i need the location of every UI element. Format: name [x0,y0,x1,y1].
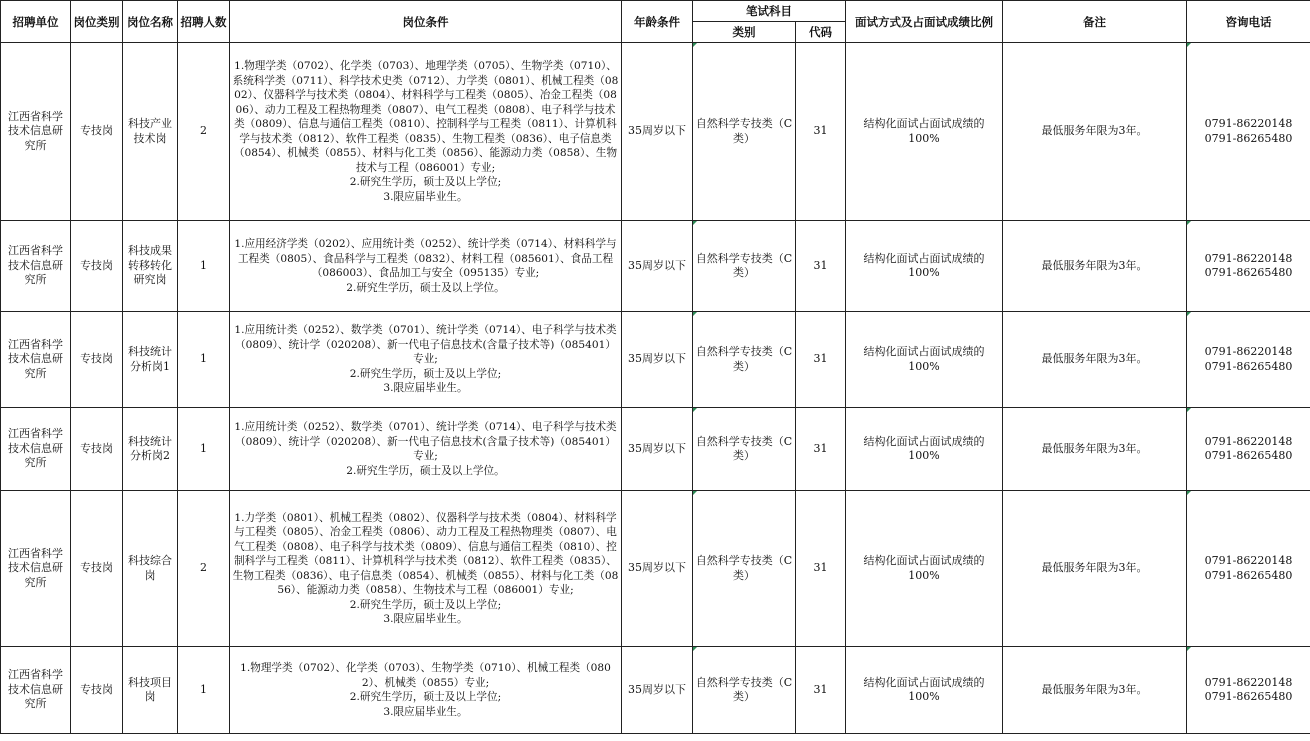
exam-type-cell: 自然科学专技类（C类） [693,491,796,647]
remark-cell: 最低服务年限为3年。 [1003,312,1187,408]
exam-code-cell: 31 [796,312,846,408]
interview-cell: 结构化面试占面试成绩的100% [846,647,1003,734]
category-cell: 专技岗 [71,43,123,221]
remark-cell: 最低服务年限为3年。 [1003,491,1187,647]
phone-number: 0791-86220148 [1204,675,1293,689]
condition-line: 1.应用统计类（0252）、数学类（0701）、统计学类（0714）、电子科学与技术类（0809）、统计学（020208）、新一代电子信息技术(含量子技术等)（085401）专业; [234,421,617,462]
condition-line: 3.限应届毕业生。 [383,190,468,203]
interview-cell: 结构化面试占面试成绩的100% [846,408,1003,491]
condition-line: 2.研究生学历，硕士及以上学位; [349,598,502,611]
position-name-cell: 科技综合岗 [123,491,178,647]
phone-cell [1187,491,1310,647]
unit-cell: 江西省科学技术信息研究所 [1,312,71,408]
position-name-cell: 科技产业技术岗 [123,43,178,221]
phone-number: 0791-86265480 [1204,690,1293,703]
unit-cell: 江西省科学技术信息研究所 [1,221,71,312]
exam-type-cell: 自然科学专技类（C类） [693,312,796,408]
remark-cell: 最低服务年限为3年。 [1003,221,1187,312]
table-row [1,491,1310,647]
position-name-cell: 科技统计分析岗2 [123,408,178,491]
exam-code-cell: 31 [796,647,846,734]
remark-cell: 最低服务年限为3年。 [1003,647,1187,734]
interview-cell: 结构化面试占面试成绩的100% [846,221,1003,312]
table-row [1,221,1310,312]
header-exam: 笔试科目 [693,1,846,22]
table-row [1,43,1310,221]
condition-line: 1.物理学类（0702）、化学类（0703）、生物学类（0710）、机械工程类（0802）、机械类（0855）专业; [240,662,611,689]
phone-number: 0791-86265480 [1204,359,1293,373]
phone-number: 0791-86265480 [1204,266,1293,279]
condition-line: 3.限应届毕业生。 [383,705,468,718]
phone-number: 0791-86265480 [1204,131,1293,145]
phone-number: 0791-86220148 [1204,554,1293,567]
condition-line: 2.研究生学历，硕士及以上学位。 [346,281,505,294]
exam-type-cell: 自然科学专技类（C类） [693,408,796,491]
exam-code-cell: 31 [796,491,846,647]
header-name: 岗位名称 [123,1,178,43]
header-category: 岗位类别 [71,1,123,43]
exam-type-cell: 自然科学专技类（C类） [693,221,796,312]
phone-number: 0791-86220148 [1204,345,1293,358]
table-row [1,312,1310,408]
count-cell: 1 [178,312,230,408]
unit-cell: 江西省科学技术信息研究所 [1,43,71,221]
unit-cell: 江西省科学技术信息研究所 [1,647,71,734]
phone-number: 0791-86265480 [1204,568,1293,582]
category-cell: 专技岗 [71,221,123,312]
table-row [1,647,1310,734]
conditions-cell [230,312,622,408]
category-cell: 专技岗 [71,312,123,408]
count-cell: 1 [178,408,230,491]
unit-cell: 江西省科学技术信息研究所 [1,491,71,647]
interview-cell: 结构化面试占面试成绩的100% [846,312,1003,408]
condition-line: 3.限应届毕业生。 [383,382,468,395]
age-cell: 35周岁以下 [622,43,693,221]
phone-cell [1187,647,1310,734]
phone-cell [1187,43,1310,221]
conditions-cell [230,647,622,734]
exam-type-cell: 自然科学专技类（C类） [693,647,796,734]
table-header [1,1,1310,43]
count-cell: 2 [178,43,230,221]
age-cell: 35周岁以下 [622,312,693,408]
interview-cell: 结构化面试占面试成绩的100% [846,43,1003,221]
condition-line: 2.研究生学历，硕士及以上学位; [349,176,502,188]
exam-code-cell: 31 [796,408,846,491]
condition-line: 1.物理学类（0702）、化学类（0703）、地理学类（0705）、生物学类（0710）、系统科学类（0711）、科学技术史类（0712）、力学类（0801）、机械工程类（0802）、仪器科学与技术类（0804）、材料科学与工程类（0805）、冶金工程类（0806）、动力工程及工程热物理类（0807）、电气工程类（0808）、电子科学与技术类（0809）、信息与通信工程类（0810）、控制科学与工程类（0811）、计算机科学与技术类（0812）、软件工程类（0835）、生物工程类（0836）、电子信息类（0854）、机械类（0855）、材料与化工类（0856）、能源动力类（0858）、生物技术与工程（086001）专业; [232,60,619,174]
position-name-cell: 科技统计分析岗1 [123,312,178,408]
table-body [1,43,1310,734]
header-age: 年龄条件 [622,1,693,43]
table-row [1,408,1310,491]
header-exam-type: 类别 [693,22,796,43]
position-name-cell: 科技项目岗 [123,647,178,734]
remark-cell: 最低服务年限为3年。 [1003,43,1187,221]
age-cell: 35周岁以下 [622,647,693,734]
category-cell: 专技岗 [71,408,123,491]
header-interview: 面试方式及占面试成绩比例 [846,1,1003,43]
header-exam-code: 代码 [796,22,846,43]
phone-cell [1187,312,1310,408]
remark-cell: 最低服务年限为3年。 [1003,408,1187,491]
condition-line: 1.应用经济学类（0202）、应用统计类（0252）、统计学类（0714）、材料科学与工程类（0805）、食品科学与工程类（0832）、材料工程（085601）、食品工程（086003）、食品加工与安全（095135）专业; [234,238,617,279]
position-name-cell: 科技成果转移转化研究岗 [123,221,178,312]
age-cell: 35周岁以下 [622,221,693,312]
conditions-cell [230,491,622,647]
count-cell: 1 [178,647,230,734]
condition-line: 1.应用统计类（0252）、数学类（0701）、统计学类（0714）、电子科学与技术类（0809）、统计学（020208）、新一代电子信息技术(含量子技术等)（085401）专业; [234,324,617,366]
header-phone: 咨询电话 [1187,1,1310,43]
category-cell: 专技岗 [71,647,123,734]
conditions-cell [230,408,622,491]
phone-number: 0791-86220148 [1204,251,1293,265]
header-unit: 招聘单位 [1,1,71,43]
condition-line: 2.研究生学历，硕士及以上学位。 [346,464,505,477]
exam-type-cell: 自然科学专技类（C类） [693,43,796,221]
condition-line: 3.限应届毕业生。 [383,613,468,625]
exam-code-cell: 31 [796,221,846,312]
age-cell: 35周岁以下 [622,408,693,491]
unit-cell: 江西省科学技术信息研究所 [1,408,71,491]
condition-line: 1.力学类（0801）、机械工程类（0802）、仪器科学与技术类（0804）、材料科学与工程类（0805）、冶金工程类（0806）、动力工程及工程热物理类（0807）、电气工程类（0808）、电子科学与技术类（0809）、信息与通信工程类（0810）、控制科学与工程类（0811）、计算机科学与技术类（0812）、软件工程类（0835）、生物工程类（0836）、电子信息类（0854）、机械类（0855）、材料与化工类（0856）、能源动力类（0858）、生物技术与工程（086001）专业; [232,511,619,596]
count-cell: 1 [178,221,230,312]
phone-number: 0791-86265480 [1204,449,1293,462]
conditions-cell [230,43,622,221]
condition-line: 2.研究生学历，硕士及以上学位; [349,691,502,703]
category-cell: 专技岗 [71,491,123,647]
header-conditions: 岗位条件 [230,1,622,43]
phone-number: 0791-86220148 [1204,117,1293,130]
phone-cell [1187,221,1310,312]
condition-line: 2.研究生学历，硕士及以上学位; [349,367,502,380]
phone-cell [1187,408,1310,491]
exam-code-cell: 31 [796,43,846,221]
conditions-cell [230,221,622,312]
interview-cell: 结构化面试占面试成绩的100% [846,491,1003,647]
age-cell: 35周岁以下 [622,491,693,647]
header-count: 招聘人数 [178,1,230,43]
header-remark: 备注 [1003,1,1187,43]
phone-number: 0791-86220148 [1204,434,1293,448]
count-cell: 2 [178,491,230,647]
